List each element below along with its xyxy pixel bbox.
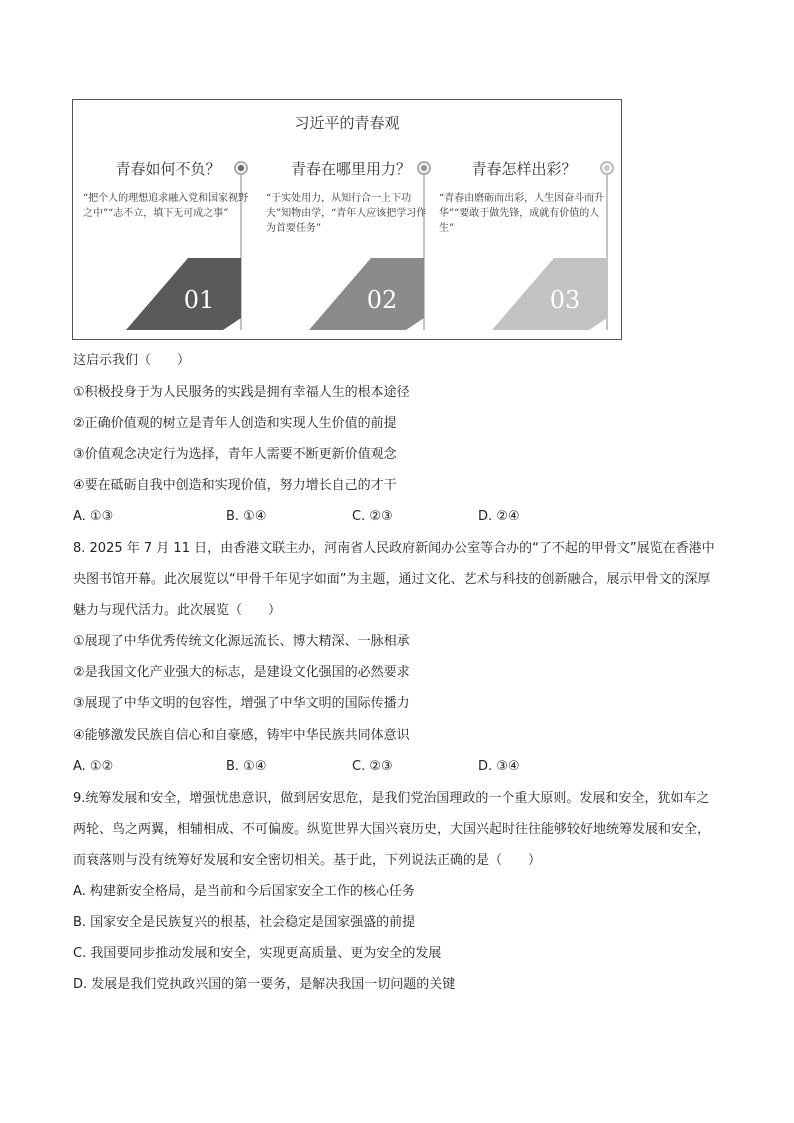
q7-option-2: ②正确价值观的树立是青年人创造和实现人生价值的前提 — [73, 416, 397, 431]
figure-title: 习近平的青春观 — [294, 114, 400, 132]
q7-choice-a[interactable]: A. ①③ — [73, 509, 114, 524]
column-2 — [266, 158, 436, 236]
column-1-number: 01 — [183, 286, 215, 314]
q9-choice-d[interactable]: D. 发展是我们党执政兴国的第一要务，是解决我国一切问题的关键 — [73, 977, 456, 992]
q7-option-1: ①积极投身于为人民服务的实践是拥有幸福人生的根本途径 — [73, 385, 410, 400]
q9-stem: 9.统筹发展和安全，增强忧患意识，做到居安思危，是我们党治国理政的一个重大原则。发展和安全，犹如车之两轮、鸟之两翼，相辅相成、不可偏废。纵览世界大国兴衰历史，大国兴起时往往能够较好地统筹发展和安全，而衰落则与没有统筹好发展和安全密切相关。基于此，下列说法正确的是（ ） — [73, 791, 711, 868]
q8-choice-b[interactable]: B. ①④ — [226, 759, 267, 774]
column-3-question: 青春怎样出彩？ — [471, 160, 577, 178]
q8-option-1: ①展现了中华优秀传统文化源远流长、博大精深、一脉相承 — [73, 634, 410, 649]
q9-choice-a[interactable]: A. 构建新安全格局，是当前和今后国家安全工作的核心任务 — [73, 884, 415, 899]
q8-option-2: ②是我国文化产业强大的标志，是建设文化强国的必然要求 — [73, 665, 410, 680]
q7-choice-d[interactable]: D. ②④ — [478, 509, 520, 524]
q8-choice-a[interactable]: A. ①② — [73, 759, 114, 774]
q8-choice-c[interactable]: C. ②③ — [352, 759, 393, 774]
column-1-question: 青春如何不负？ — [115, 160, 221, 178]
column-3-number: 03 — [549, 286, 581, 314]
column-3-body: “青春由磨砺而出彩，人生因奋斗而升华”“要敢于做先锋，成就有价值的人生” — [439, 193, 605, 234]
column-1 — [83, 158, 253, 221]
q7-choice-b[interactable]: B. ①④ — [226, 509, 267, 524]
column-2-body: “于实处用力，从知行合一上下功夫”知物由学，“青年人应该把学习作为首要任务” — [266, 193, 427, 234]
q9-choice-b[interactable]: B. 国家安全是民族复兴的根基，社会稳定是国家强盛的前提 — [73, 915, 416, 930]
q8-stem: 8. 2025 年 7 月 11 日，由香港文联主办，河南省人民政府新闻办公室等合办的“了不起的甲骨文”展览在香港中央图书馆开幕。此次展览以“甲骨千年见字如面”为主题，通过文化、艺术与科技的创新融合，展示甲骨文的深厚魅力与现代活力。此次展览（ ） — [73, 541, 715, 618]
q8-option-3: ③展现了中华文明的包容性，增强了中华文明的国际传播力 — [73, 696, 410, 711]
q7-option-4: ④要在砥砺自我中创造和实现价值，努力增长自己的才干 — [73, 478, 397, 493]
column-1-body: “把个人的理想追求融入党和国家视野之中”“志不立，填下无可成之事” — [83, 193, 249, 219]
q8-option-4: ④能够激发民族自信心和自豪感，铸牢中华民族共同体意识 — [73, 728, 410, 743]
q9-choice-c[interactable]: C. 我国要同步推动发展和安全，实现更高质量、更为安全的发展 — [73, 946, 442, 961]
youth-view-figure — [72, 99, 622, 340]
column-2-question: 青春在哪里用力？ — [290, 160, 411, 178]
q7-option-3: ③价值观念决定行为选择，青年人需要不断更新价值观念 — [73, 447, 397, 462]
column-3 — [439, 158, 609, 236]
q7-stem: 这启示我们（ ） — [73, 353, 191, 368]
q8-choice-d[interactable]: D. ③④ — [478, 759, 520, 774]
column-2-number: 02 — [366, 286, 398, 314]
q7-choice-c[interactable]: C. ②③ — [352, 509, 393, 524]
